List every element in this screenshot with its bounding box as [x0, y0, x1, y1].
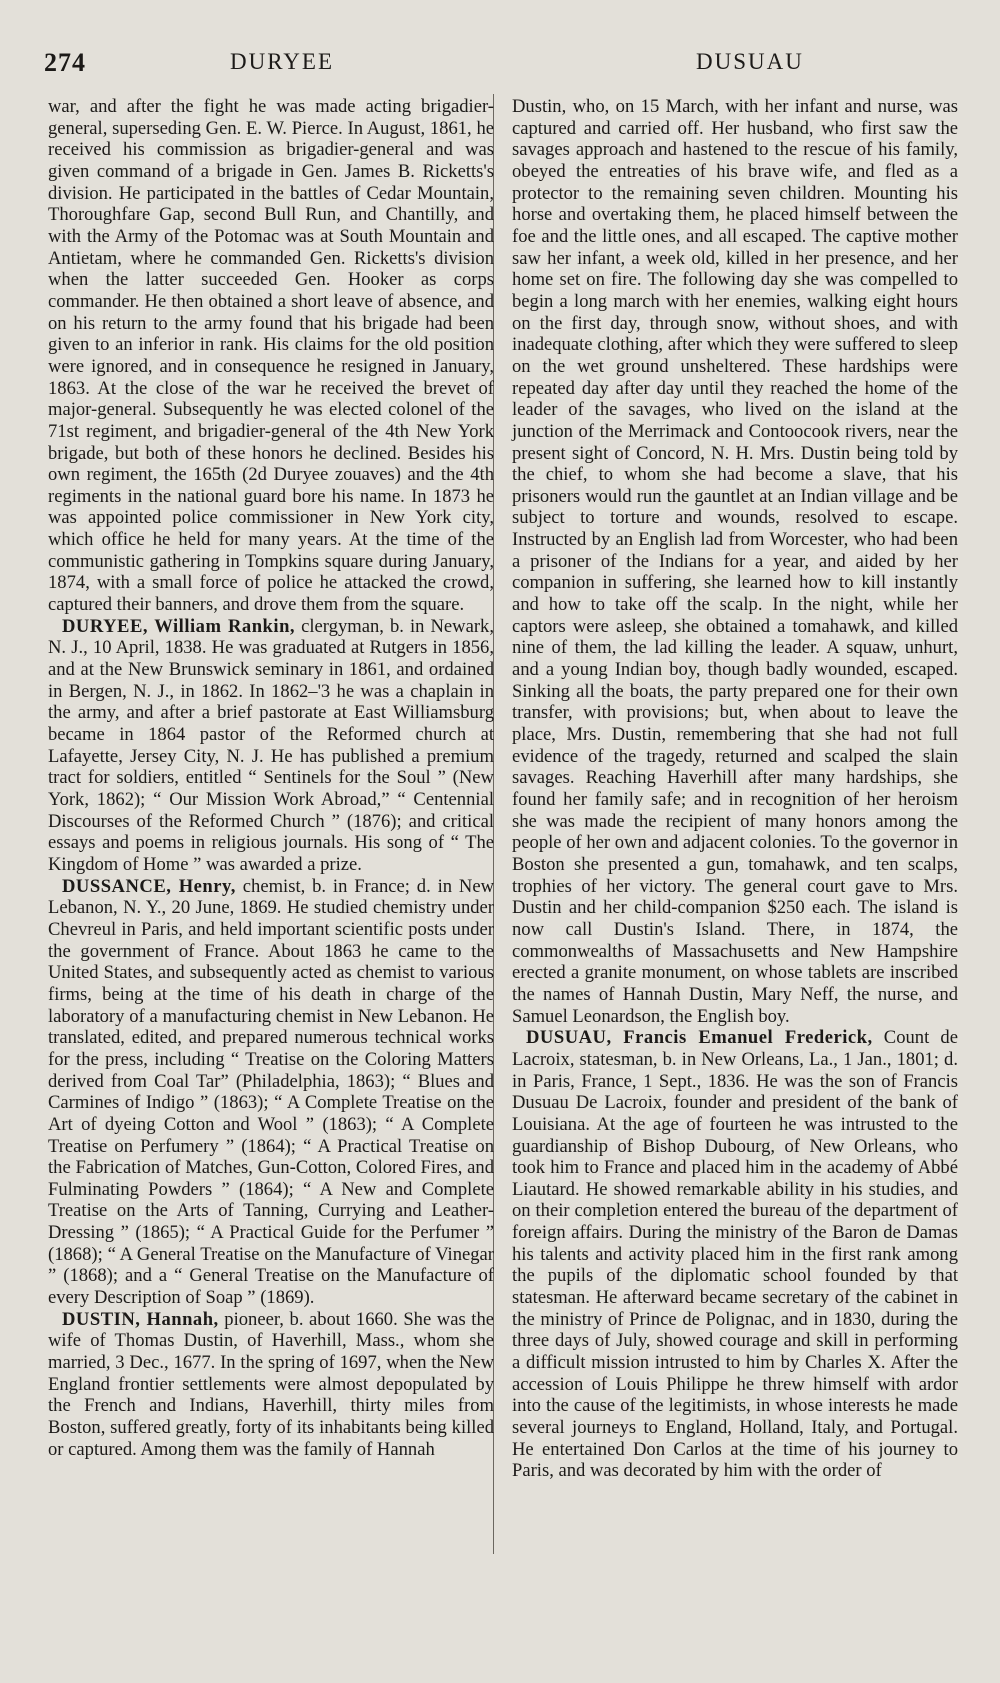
page-number: 274	[44, 48, 86, 77]
biography-entry-duryee-william	[48, 616, 494, 876]
entry-name: DUSUAU, Francis Emanuel Frederick,	[526, 1027, 873, 1049]
biography-entry-dussance-henry	[48, 876, 494, 1309]
entry-name: DUSTIN, Hannah,	[62, 1308, 219, 1330]
right-column	[512, 96, 958, 1482]
entry-text: chemist, b. in France; d. in New Lebanon, N. Y., 20 June, 1869. He studied chemistry under Chevreul in Paris, and held important scientific posts under the government of France. About 1863 he came to the United States, and subsequently acted as chemist to various firms, being at the time of his death in charge of the laboratory of a manufacturing chemist in New Lebanon. He translated, edited, and prepared numerous technical works for the press, including “ Treatise on the Coloring Matters derived from Coal Tar” (Philadelphia, 1863); “ Blues and Carmines of Indigo ” (1863); “ A Complete Treatise on the Art of dyeing Cotton and Wool ” (1863); “ A Complete Treatise on Perfumery ” (1864); “ A Practical Treatise on the Fabrication of Matches, Gun-Cotton, Colored Fires, and Fulminating Powders ” (1864); “ A New and Complete Treatise on the Arts of Tanning, Currying and Leather-Dressing ” (1865); “ A Practical Guide for the Perfumer ” (1868); “ A General Treatise on the Manufacture of Vinegar ” (1868); and a “ General Treatise on the Manufacture of every Description of Soap ” (1869).	[48, 875, 495, 1309]
entry-text: pioneer, b. about 1660. She was the wife of Thomas Dustin, of Haverhill, Mass., whom she married, 3 Dec., 1677. In the spring of 1697, when the New England frontier settlements were almost depopulated by the French and Indians, Haverhill, thirty miles from Boston, suffered greatly, forty of its inhabitants being killed or captured. Among them was the family of Hannah	[48, 1308, 494, 1460]
continued-paragraph: war, and after the fight he was made acting brigadier-general, superseding Gen. E. W. Pierce. In August, 1861, he received his commission as brigadier-general and was given command of a brigade in Gen. James B. Ricketts's division. He participated in the battles of Cedar Mountain, Thoroughfare Gap, second Bull Run, and Chantilly, and with the Army of the Potomac was at South Mountain and Antietam, where he commanded Gen. Ricketts's division when the latter succeeded Gen. Hooker as corps commander. He then obtained a short leave of absence, and on his return to the army found that his brigade had been given to an inferior in rank. His claims for the old position were ignored, and in consequence he resigned in January, 1863. At the close of the war he received the brevet of major-general. Subsequently he was elected colonel of the 71st regiment, and brigadier-general of the 4th New York brigade, but both of these honors he declined. Besides his own regiment, the 165th (2d Duryee zouaves) and the 4th regiments in the national guard bore his name. In 1873 he was appointed police commissioner in New York city, which office he held for many years. At the time of the communistic gathering in Tompkins square during January, 1874, with a small force of police he attacked the crowd, captured their banners, and drove them from the square.	[48, 96, 494, 616]
entry-text: Count de Lacroix, statesman, b. in New Orleans, La., 1 Jan., 1801; d. in Paris, France, 1 Sept., 1836. He was the son of Francis Dusuau De Lacroix, founder and president of the bank of Louisiana. At the age of fourteen he was intrusted to the guardianship of Bishop Dubourg, of New Orleans, who took him to France and placed him in the academy of Abbé Liautard. He showed remarkable ability in his studies, and on their completion entered the bureau of the department of foreign affairs. During the ministry of the Baron de Damas his talents and activity placed him in the first rank among the pupils of the diplomatic school founded by that statesman. He afterward became secretary of the cabinet in the ministry of Prince de Polignac, and in 1830, during the three days of July, showed courage and skill in performing a difficult mission intrusted to him by Charles X. After the accession of Louis Philippe he threw himself with ardor into the cause of the legitimists, in whose interests he made several journeys to England, Holland, Italy, and Portugal. He entertained Don Carlos at the time of his journey to Paris, and was decorated by him with the order of	[512, 1027, 958, 1482]
biography-entry-dusuau-francis	[512, 1027, 958, 1482]
biography-entry-dustin-hannah	[48, 1309, 494, 1461]
running-head-right: DUSUAU	[696, 49, 804, 74]
left-column	[48, 96, 494, 1460]
entry-text: clergyman, b. in Newark, N. J., 10 April, 1838. He was graduated at Rutgers in 1856, and at the New Brunswick seminary in 1861, and ordained in Bergen, N. J., in 1862. In 1862–'3 he was a chaplain in the army, and after a brief pastorate at East Williamsburg became in 1864 pastor of the Reformed church at Lafayette, Jersey City, N. J. He has published a premium tract for soldiers, entitled “ Sentinels for the Soul ” (New York, 1862); “ Our Mission Work Abroad,” “ Centennial Discourses of the Reformed Church ” (1876); and critical essays and poems in religious journals. His song of “ The Kingdom of Home ” was awarded a prize.	[48, 615, 494, 875]
entry-name: DURYEE, William Rankin,	[62, 615, 296, 637]
running-head-left: DURYEE	[230, 49, 334, 74]
continued-paragraph: Dustin, who, on 15 March, with her infant and nurse, was captured and carried off. Her husband, who first saw the savages approach and hastened to the rescue of his family, obeyed the entreaties of his brave wife, and fled as a protector to the remaining seven children. Mounting his horse and overtaking them, he placed himself between the foe and the little ones, and all escaped. The captive mother saw her infant, a week old, killed in her presence, and her home set on fire. The following day she was compelled to begin a long march with her enemies, walking eight hours on the first day, through snow, without shoes, and with inadequate clothing, after which they were suffered to sleep on the wet ground unsheltered. These hardships were repeated day after day until they reached the home of the leader of the savages, who lived on the island at the junction of the Merrimack and Contoocook rivers, near the present sight of Concord, N. H. Mrs. Dustin being told by the chief, to whom she had become a slave, that his prisoners would run the gauntlet at an Indian village and be subject to torture and wounds, resolved to escape. Instructed by an English lad from Worcester, who had been a prisoner of the Indians for a year, and aided by her companion in suffering, she learned how to kill instantly and how to take off the scalp. In the night, while her captors were asleep, she obtained a tomahawk, and killed nine of them, the lad killing the leader. A squaw, unhurt, and a young Indian boy, though badly wounded, escaped. Sinking all the boats, the party prepared one for their own transfer, with provisions; but, when about to leave the place, Mrs. Dustin, remembering that she had not full evidence of the tragedy, returned and scalped the slain savages. Reaching Haverhill after many hardships, she found her family safe; and in recognition of her heroism she was made the recipient of many honors among the people of her own and adjacent colonies. To the governor in Boston she presented a gun, tomahawk, and ten scalps, trophies of her victory. The general court gave to Mrs. Dustin and her child-companion $250 each. The island is now call Dustin's Island. There, in 1874, the commonwealths of Massachusetts and New Hampshire erected a granite monument, on whose tablets are inscribed the names of Hannah Dustin, Mary Neff, the nurse, and Samuel Leonardson, the English boy.	[512, 96, 959, 1027]
page-header	[44, 44, 954, 84]
entry-name: DUSSANCE, Henry,	[62, 875, 236, 897]
